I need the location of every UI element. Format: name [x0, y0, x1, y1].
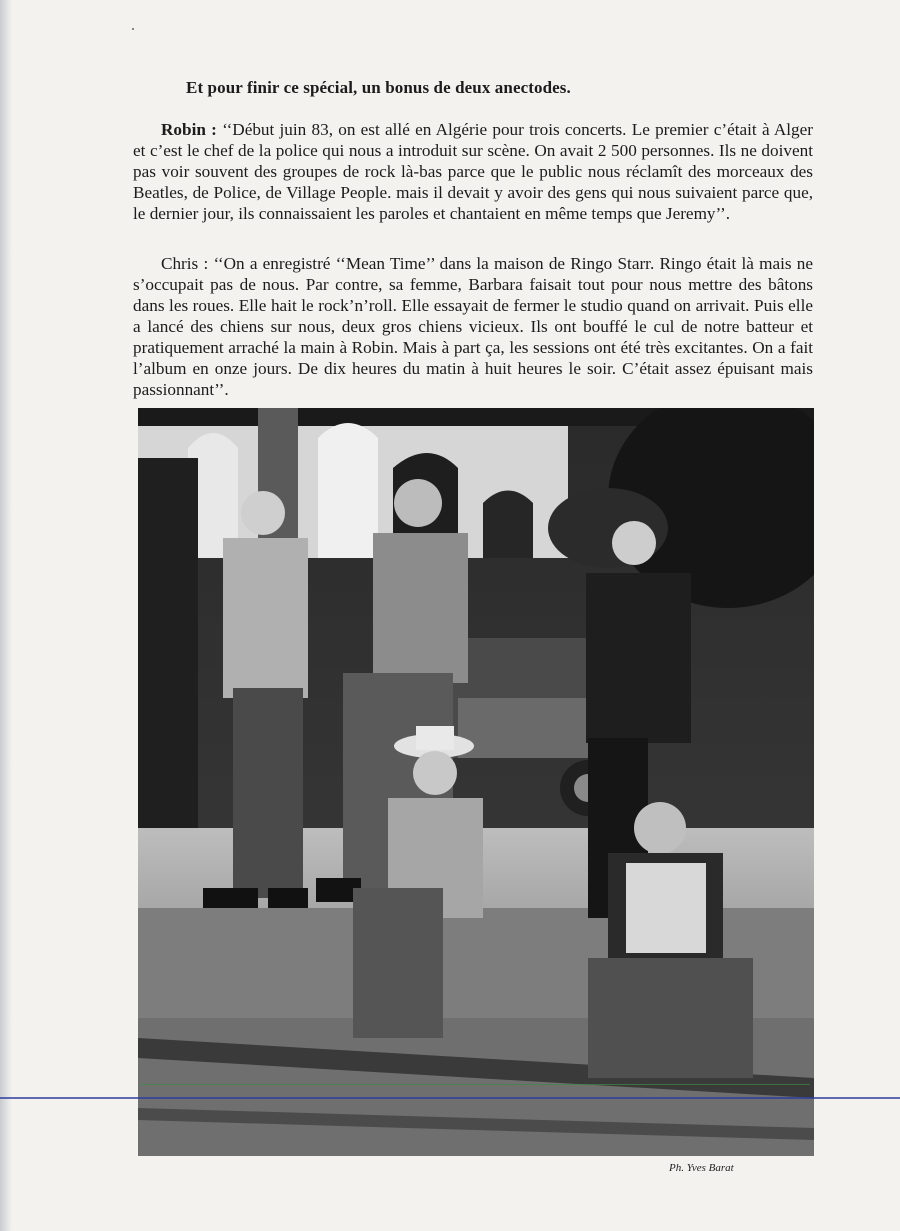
section-headline: Et pour finir ce spécial, un bonus de deux anectodes.	[186, 78, 571, 97]
page-spine	[0, 0, 12, 1231]
photo-credit: Ph. Yves Barat	[669, 1162, 734, 1174]
scan-artifact-blue	[0, 1097, 900, 1099]
speaker-robin: Robin :	[161, 120, 217, 139]
band-photo	[138, 408, 814, 1156]
quote-robin: ‘‘Début juin 83, on est allé en Algérie pour trois concerts. Le premier c’était à Alger et c’est le chef de la police qui nous a introduit sur scène. On avait 2 500 personnes. Ils ne doivent pas voir souvent des groupes de rock là-bas parce que le public nous réclamît des morceaux des Beatles, de Police, de Village People. mais il devait y avoir des gens qui nous suivaient parce que, le dernier jour, ils connaissaient les paroles et chantaient en même temps que Jeremy’’.	[133, 120, 814, 223]
quote-chris: ‘‘On a enregistré ‘‘Mean Time’’ dans la maison de Ringo Starr. Ringo était là mais ne s’occupait pas de nous. Par contre, sa femme, Barbara faisait tout pour nous mettre des bâtons dans les roues. Elle hait le rock’n’roll. Elle essayait de fermer le studio quand on arrivait. Puis elle a lancé des chiens sur nous, deux gros chiens vicieux. Ils ont bouffé le cul de notre batteur et pratiquement arraché la main à Robin. Mais à part ça, les sessions ont été très excitantes. On a fait l’album en onze jours. De dix heures du matin à huit heures le soir. C’était assez épuisant mais passionnant’’.	[133, 254, 813, 399]
scan-artifact-green	[140, 1084, 810, 1085]
paragraph-chris	[133, 253, 813, 400]
paragraph-robin	[133, 119, 813, 224]
band-photo-illustration	[138, 408, 814, 1156]
speaker-chris: Chris :	[161, 254, 209, 273]
page-speck	[132, 28, 134, 30]
